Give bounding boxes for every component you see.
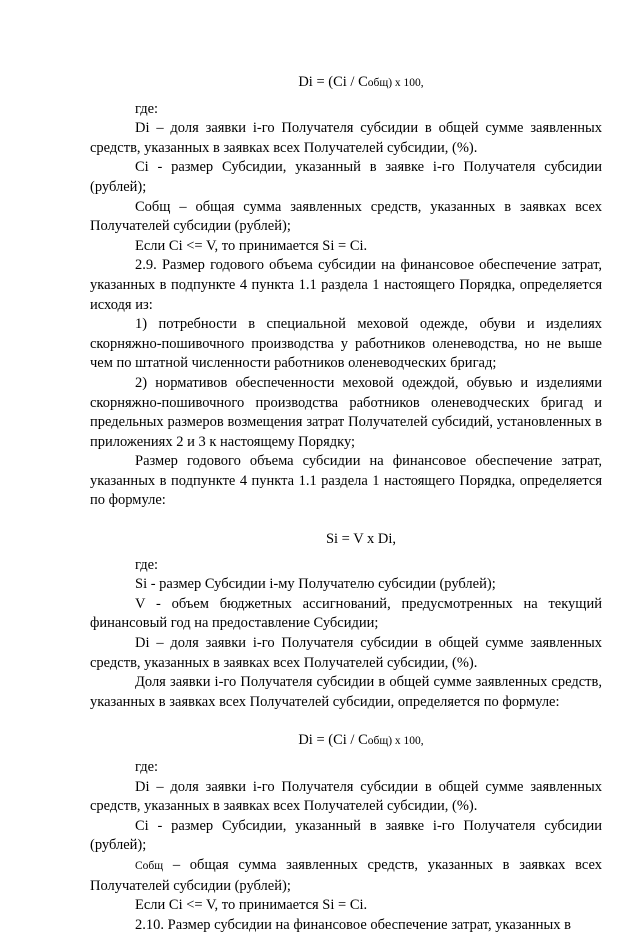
formula-subsidy: Si = V х Di, <box>325 531 397 548</box>
rule-condition: Если Ci <= V, то принимается Si = Ci. <box>135 897 368 914</box>
definition-di: Di – доля заявки i-го Получателя субсидии в общей сумме заявленных средств, указанных в заявках всех Получателей субсидии, (%). <box>90 635 602 671</box>
definition-si: Si - размер Субсидии i-му Получателю субсидии (рублей); <box>135 576 496 593</box>
definition-ci: Ci - размер Субсидии, указанный в заявке i-го Получателя субсидии (рублей); <box>90 817 602 854</box>
formula-share-bottom <box>90 731 602 752</box>
formula-share-top <box>90 73 602 94</box>
formula-lhs: Di = (Ci / C <box>298 732 368 749</box>
definition-di: Di – доля заявки i-го Получателя субсидии в общей сумме заявленных средств, указанных в заявках всех Получателей субсидии, (%). <box>90 120 602 156</box>
list-item-2: 2) нормативов обеспеченности меховой одеждой, обувью и изделиями скорняжно-пошивочного производства работников оленеводческих бригад и предельных размеров возмещения затрат Получателей субсидий, установленных в приложениях 2 и 3 к настоящему Порядку; <box>90 374 602 450</box>
paragraph-2-9: 2.9. Размер годового объема субсидии на финансовое обеспечение затрат, указанных в подпункте 4 пункта 1.1 раздела 1 настоящего Порядка, определяется исходя из: <box>90 257 602 313</box>
paragraph-2-10: 2.10. Размер субсидии на финансовое обеспечение затрат, указанных в <box>135 916 571 933</box>
formula-subscript: общ <box>367 77 389 89</box>
cobsh-symbol: Cобщ <box>135 859 164 872</box>
definition-di: Di – доля заявки i-го Получателя субсидии в общей сумме заявленных средств, указанных в заявках всех Получателей субсидии, (%). <box>90 778 602 815</box>
where-label: где: <box>135 100 159 117</box>
paragraph-annual-volume: Размер годового объема субсидии на финансовое обеспечение затрат, указанных в подпункте 4 пункта 1.1 раздела 1 настоящего Порядка, определяется по формуле: <box>90 453 602 509</box>
paragraph-share: Доля заявки i-го Получателя субсидии в общей сумме заявленных средств, указанных в заявках всех Получателей субсидии, определяется по формуле: <box>90 674 602 710</box>
where-label: где: <box>135 759 159 775</box>
cobsh-text: – общая сумма заявленных средств, указанных в заявках всех Получателей субсидии (рублей); <box>90 856 602 894</box>
definition-cobsh <box>90 856 602 896</box>
rule-condition: Если Ci <= V, то принимается Si = Ci. <box>135 237 368 254</box>
formula-rhs: ) х 100, <box>388 735 424 748</box>
definition-cobsh: Cобщ – общая сумма заявленных средств, указанных в заявках всех Получателей субсидии (рублей); <box>90 198 602 235</box>
where-label: где: <box>135 556 159 573</box>
definition-v: V - объем бюджетных ассигнований, предусмотренных на текущий финансовый год на предоставление Субсидии; <box>90 595 602 632</box>
definition-ci: Ci - размер Субсидии, указанный в заявке i-го Получателя субсидии (рублей); <box>90 159 602 195</box>
formula-lhs: Di = (Ci / C <box>298 74 368 90</box>
formula-rhs: ) х 100, <box>388 77 424 89</box>
formula-subscript: общ <box>367 735 389 748</box>
list-item-1: 1) потребности в специальной меховой одежде, обуви и изделиях скорняжно-пошивочного производства у работников оленеводства, но не выше чем по штатной численности работников оленеводческих бригад; <box>90 316 602 372</box>
